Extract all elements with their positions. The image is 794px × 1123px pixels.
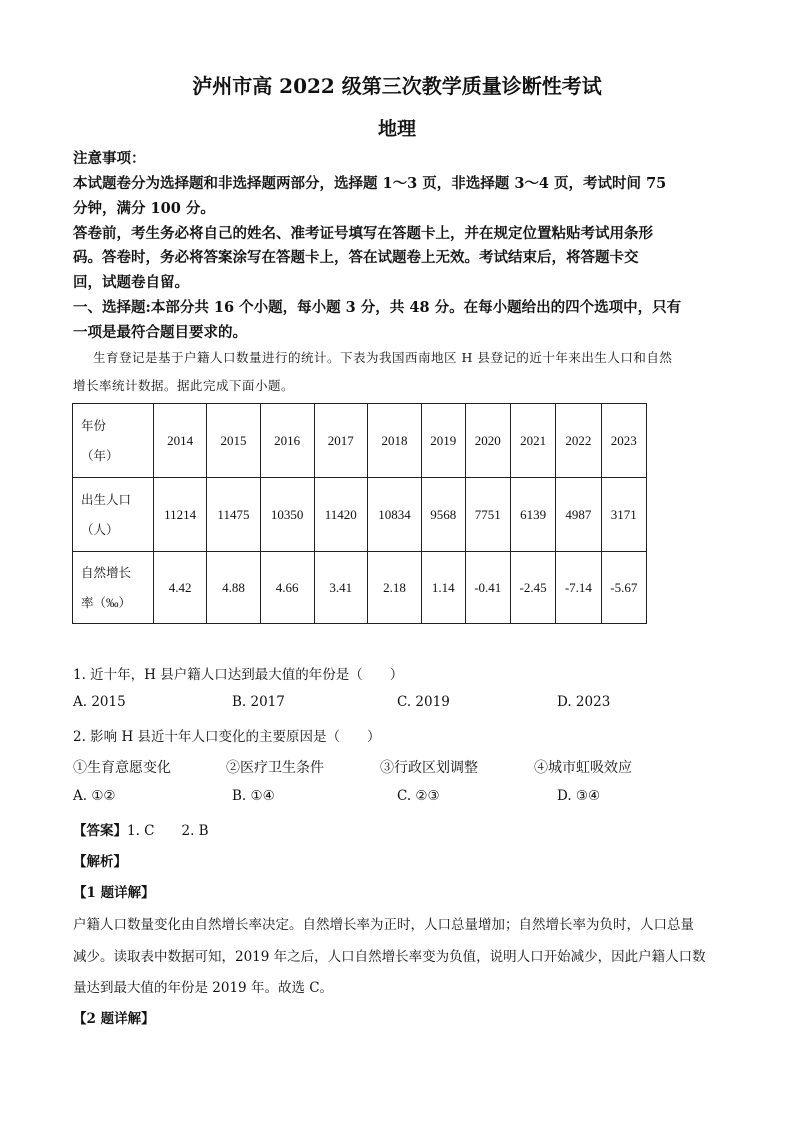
q1-option-d: D. 2023: [557, 694, 611, 710]
table-row-growth: [73, 552, 647, 624]
row-header-growth: 自然增长 率（‰）: [73, 552, 154, 624]
growth-cell: 2.18: [367, 552, 421, 624]
growth-cell: -2.45: [510, 552, 555, 624]
year-cell: 2015: [207, 404, 260, 478]
year-cell: 2022: [556, 404, 601, 478]
q2-option-d: D. ③④: [557, 788, 601, 804]
year-cell: 2023: [601, 404, 646, 478]
births-cell: 11420: [314, 478, 367, 552]
q2-factor-2: ②医疗卫生条件: [226, 760, 324, 776]
question-1-stem: 1. 近十年，H 县户籍人口达到最大值的年份是（ ）: [73, 667, 404, 683]
answer-line: [73, 819, 723, 839]
births-cell: 10834: [367, 478, 421, 552]
growth-cell: 4.88: [207, 552, 260, 624]
births-cell: 10350: [260, 478, 314, 552]
q1-option-c: C. 2019: [397, 694, 450, 710]
notice-line: 分钟，满分 100 分。: [73, 200, 215, 217]
table-row-births: [73, 478, 647, 552]
notice-line: 码。答卷时，务必将答案涂写在答题卡上，答在试题卷上无效。考试结束后，将答题卡交: [73, 249, 639, 266]
answer-label: 【答案】: [73, 823, 127, 839]
growth-cell: -0.41: [465, 552, 510, 624]
notice-line: 答卷前，考生务必将自己的姓名、准考证号填写在答题卡上，并在规定位置粘贴考试用条形: [73, 225, 653, 242]
growth-cell: 4.66: [260, 552, 314, 624]
q2-factor-3: ③行政区划调整: [380, 760, 478, 776]
table-row-years: [73, 404, 647, 478]
q2-option-c: C. ②③: [397, 788, 440, 804]
births-cell: 6139: [510, 478, 555, 552]
notice-heading: 注意事项：: [73, 150, 146, 167]
births-cell: 11475: [207, 478, 260, 552]
subject-title: 地理: [377, 118, 416, 140]
detail-2-label: 【2 题详解】: [73, 1011, 155, 1027]
section-heading: 一项是最符合题目要求的。: [73, 324, 247, 341]
growth-cell: 1.14: [422, 552, 466, 624]
detail-1-text: 户籍人口数量变化由自然增长率决定。自然增长率为正时，人口总量增加；自然增长率为负时，人口总量: [73, 917, 694, 933]
q2-option-a: A. ①②: [73, 788, 116, 804]
births-cell: 9568: [422, 478, 466, 552]
births-cell: 4987: [556, 478, 601, 552]
notice-line: 回，试题卷自留。: [73, 274, 189, 291]
q2-factor-1: ①生育意愿变化: [73, 760, 171, 776]
year-cell: 2021: [510, 404, 555, 478]
detail-1-text: 量达到最大值的年份是 2019 年。故选 C。: [73, 980, 334, 996]
row-header-births: 出生人口 （人）: [73, 478, 154, 552]
row-header-year: 年份 （年）: [73, 404, 154, 478]
year-cell: 2016: [260, 404, 314, 478]
intro-text: 生育登记是基于户籍人口数量进行的统计。下表为我国西南地区 H 县登记的近十年来出生人口和自然: [93, 350, 673, 365]
q1-option-a: A. 2015: [73, 694, 126, 710]
detail-1-label: 【1 题详解】: [73, 885, 155, 901]
year-cell: 2018: [367, 404, 421, 478]
year-cell: 2017: [314, 404, 367, 478]
exam-title: 泸州市高 2022 级第三次教学质量诊断性考试: [192, 74, 602, 98]
answer-text: 1. C 2. B: [127, 823, 209, 839]
q2-option-b: B. ①④: [232, 788, 275, 804]
year-cell: 2014: [154, 404, 207, 478]
notice-line: 本试题卷分为选择题和非选择题两部分，选择题 1～3 页，非选择题 3～4 页，考试时间 75: [73, 175, 667, 192]
growth-cell: 4.42: [154, 552, 207, 624]
year-cell: 2019: [422, 404, 466, 478]
births-cell: 11214: [154, 478, 207, 552]
detail-1-text: 减少。读取表中数据可知，2019 年之后，人口自然增长率变为负值，说明人口开始减少，因此户籍人口数: [73, 949, 706, 965]
births-cell: 3171: [601, 478, 646, 552]
section-heading: 一、选择题:本部分共 16 个小题，每小题 3 分，共 48 分。在每小题给出的四个选项中，只有: [73, 299, 682, 316]
q1-option-b: B. 2017: [232, 694, 285, 710]
population-table: [72, 403, 647, 624]
births-cell: 7751: [465, 478, 510, 552]
growth-cell: 3.41: [314, 552, 367, 624]
q2-factor-4: ④城市虹吸效应: [534, 760, 632, 776]
question-2-stem: 2. 影响 H 县近十年人口变化的主要原因是（ ）: [73, 729, 381, 745]
analysis-label: 【解析】: [73, 854, 127, 870]
year-cell: 2020: [465, 404, 510, 478]
growth-cell: -5.67: [601, 552, 646, 624]
intro-text: 增长率统计数据。据此完成下面小题。: [73, 378, 295, 393]
growth-cell: -7.14: [556, 552, 601, 624]
